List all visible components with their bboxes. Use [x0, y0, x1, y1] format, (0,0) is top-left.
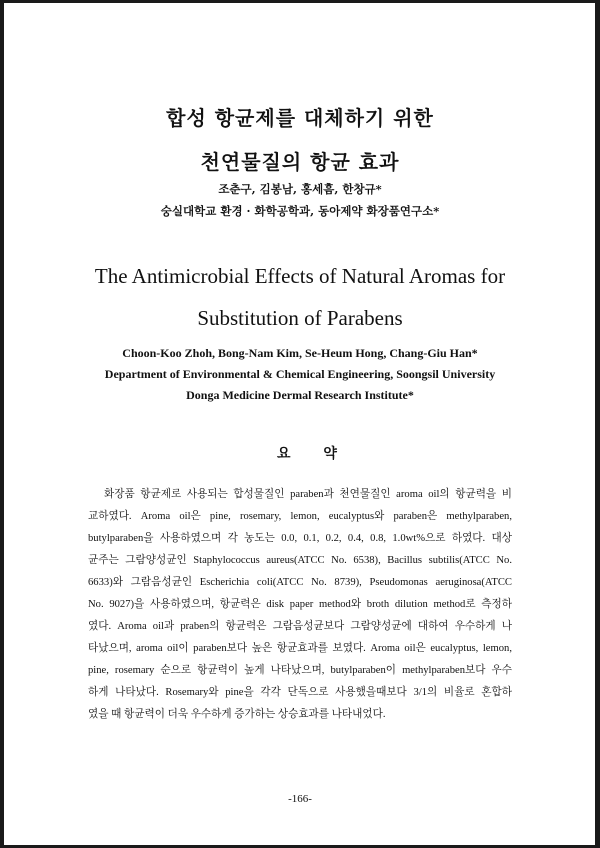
english-title-line2: Substitution of Parabens: [197, 306, 403, 330]
english-title-line1: The Antimicrobial Effects of Natural Aromas for: [94, 264, 506, 288]
korean-title-line1: 합성 항균제를 대체하기 위한: [166, 106, 434, 130]
abstract-line: 6633)와 그람음성균인 Escherichia coli(ATCC No. 8739), Pseudomonas aeruginosa(ATCC: [88, 577, 512, 588]
page-border-top: [0, 0, 600, 3]
abstract-line: 균주는 그람양성균인 Staphylococcus aureus(ATCC No. 6538), Bacillus subtilis(ATCC No.: [88, 555, 512, 566]
page-number: -166-: [288, 793, 312, 805]
abstract-line: 타났으며, aroma oil이 paraben보다 높은 항균효과를 보였다. Aroma oil은 eucalyptus, lemon,: [88, 643, 512, 654]
abstract-line: 하게 나타났다. Rosemary와 pine을 각각 단독으로 사용했을때보다 3/1의 비율로 혼합하: [88, 687, 512, 698]
abstract-line: 였다. Aroma oil과 praben의 항균력은 그람음성균보다 그람양성균에 대하여 우수하게 나: [88, 621, 512, 632]
abstract-line: No. 9027)을 사용하였으며, 항균력은 disk paper method와 broth dilution method로 측정하: [88, 599, 512, 610]
korean-affiliation: 숭실대학교 환경 · 화학공학과, 동아제약 화장품연구소*: [160, 204, 440, 218]
abstract-line: 화장품 항균제로 사용되는 합성물질인 paraben과 천연물질인 aroma oil의 항균력을 비: [104, 489, 512, 500]
korean-title-line2: 천연물질의 항균 효과: [200, 150, 400, 174]
abstract-line: pine, rosemary 순으로 항균력이 높게 나타났으며, butylparaben이 methylparaben보다 우수: [88, 665, 512, 676]
abstract-line: 였을 때 항균력이 더욱 우수하게 증가하는 상승효과를 나타내었다.: [88, 709, 386, 720]
english-affiliation-line1: Department of Environmental & Chemical Engineering, Soongsil University: [104, 367, 496, 381]
abstract-body: [88, 484, 512, 726]
english-authors: Choon-Koo Zhoh, Bong-Nam Kim, Se-Heum Hong, Chang-Giu Han*: [122, 346, 478, 360]
abstract-line: butylparaben을 사용하였으며 각 농도는 0.0, 0.1, 0.2, 0.4, 0.8, 1.0wt%으로 하였다. 대상: [88, 533, 512, 544]
abstract-heading: 요 약: [277, 446, 351, 462]
korean-authors: 조춘구, 김봉남, 홍세흠, 한창규*: [218, 182, 382, 196]
abstract-line: 교하였다. Aroma oil은 pine, rosemary, lemon, eucalyptus와 paraben은 methylparaben,: [88, 511, 512, 522]
english-affiliation-line2: Donga Medicine Dermal Research Institute*: [186, 388, 414, 402]
